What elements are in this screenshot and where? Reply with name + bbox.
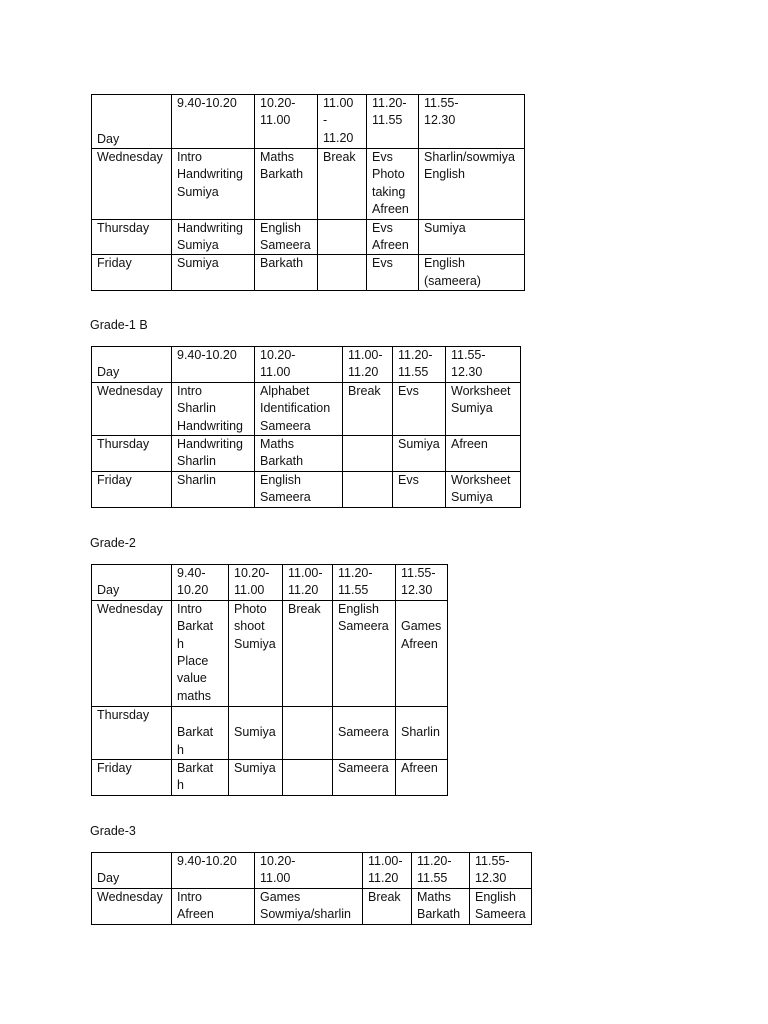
table-cell: Break	[318, 149, 367, 220]
table-row	[92, 888, 532, 924]
timetable-grade-3	[91, 852, 532, 925]
header-cell: 10.20- 11.00	[255, 853, 363, 889]
header-cell: 10.20- 11.00	[255, 95, 318, 149]
table-cell: English Sameera	[333, 600, 396, 706]
header-cell: 11.55- 12.30	[396, 565, 448, 601]
table-cell: Intro Afreen	[172, 888, 255, 924]
header-cell: 11.20- 11.55	[412, 853, 470, 889]
table-cell: Thursday	[92, 706, 172, 759]
table-row	[92, 255, 525, 291]
header-cell: 10.20- 11.00	[255, 347, 343, 383]
table-row	[92, 149, 525, 220]
table-cell	[283, 706, 333, 759]
timetable-1	[91, 94, 525, 291]
table-cell: Wednesday	[92, 382, 172, 435]
header-cell: 11.55- 12.30	[446, 347, 521, 383]
table-cell	[318, 255, 367, 291]
table-row	[92, 219, 525, 255]
header-cell: 9.40-10.20	[172, 853, 255, 889]
table-row	[92, 760, 448, 796]
section-title-grade-1b: Grade-1 B	[90, 318, 148, 332]
header-cell: 9.40- 10.20	[172, 565, 229, 601]
table-cell: Maths Barkath	[412, 888, 470, 924]
table-cell: Games Sowmiya/sharlin	[255, 888, 363, 924]
table-cell: Friday	[92, 471, 172, 507]
table-cell: Evs	[367, 255, 419, 291]
table-cell: Sumiya	[419, 219, 525, 255]
table-cell: Evs Afreen	[367, 219, 419, 255]
table-cell: Thursday	[92, 436, 172, 472]
table-cell: Sumiya	[172, 255, 255, 291]
header-cell: 11.20- 11.55	[367, 95, 419, 149]
section-title-grade-2: Grade-2	[90, 536, 136, 550]
header-cell: Day	[92, 347, 172, 383]
header-cell: 10.20- 11.00	[229, 565, 283, 601]
table-cell	[318, 219, 367, 255]
table-cell: Barkath	[255, 255, 318, 291]
table-cell: Handwriting Sumiya	[172, 219, 255, 255]
table-cell: Sharlin	[396, 706, 448, 759]
table-cell: Break	[283, 600, 333, 706]
timetable-grade-2	[91, 564, 448, 796]
table-cell: Afreen	[396, 760, 448, 796]
table-cell: Afreen	[446, 436, 521, 472]
table-cell: Maths Barkath	[255, 436, 343, 472]
table-cell: Break	[363, 888, 412, 924]
header-cell: Day	[92, 95, 172, 149]
table-cell: English Sameera	[255, 471, 343, 507]
table-cell: Handwriting Sharlin	[172, 436, 255, 472]
table-header-row	[92, 565, 448, 601]
table-cell	[283, 760, 333, 796]
table-cell: Worksheet Sumiya	[446, 382, 521, 435]
section-title-grade-3: Grade-3	[90, 824, 136, 838]
table-header-row	[92, 95, 525, 149]
table-cell: Photo shoot Sumiya	[229, 600, 283, 706]
table-cell: Alphabet Identification Sameera	[255, 382, 343, 435]
table-cell: Games Afreen	[396, 600, 448, 706]
table-cell: Worksheet Sumiya	[446, 471, 521, 507]
table-cell: English Sameera	[470, 888, 532, 924]
table-cell: Sameera	[333, 706, 396, 759]
header-cell: 11.20- 11.55	[333, 565, 396, 601]
table-cell: Intro Barkat h Place value maths	[172, 600, 229, 706]
table-cell: Intro Handwriting Sumiya	[172, 149, 255, 220]
table-cell: Wednesday	[92, 600, 172, 706]
table-cell: Evs	[393, 382, 446, 435]
table-cell: Sumiya	[229, 706, 283, 759]
header-cell: 11.00 - 11.20	[318, 95, 367, 149]
table-cell: Sumiya	[229, 760, 283, 796]
table-cell: English Sameera	[255, 219, 318, 255]
table-cell: Evs Photo taking Afreen	[367, 149, 419, 220]
table-cell: Wednesday	[92, 888, 172, 924]
table-row	[92, 600, 448, 706]
header-cell: Day	[92, 565, 172, 601]
table-cell: Sharlin	[172, 471, 255, 507]
table-cell: Maths Barkath	[255, 149, 318, 220]
table-header-row	[92, 347, 521, 383]
table-cell: Thursday	[92, 219, 172, 255]
header-cell: 11.00- 11.20	[343, 347, 393, 383]
table-cell: Wednesday	[92, 149, 172, 220]
header-cell: 9.40-10.20	[172, 95, 255, 149]
header-cell: 11.00- 11.20	[363, 853, 412, 889]
table-row	[92, 382, 521, 435]
table-row	[92, 436, 521, 472]
timetable-grade-1b	[91, 346, 521, 508]
header-cell: Day	[92, 853, 172, 889]
table-cell: Break	[343, 382, 393, 435]
header-cell: 11.20- 11.55	[393, 347, 446, 383]
header-cell: 11.00- 11.20	[283, 565, 333, 601]
table-cell	[343, 436, 393, 472]
table-row	[92, 471, 521, 507]
table-cell: English (sameera)	[419, 255, 525, 291]
table-cell: Friday	[92, 255, 172, 291]
table-cell: Intro Sharlin Handwriting	[172, 382, 255, 435]
table-cell: Barkat h	[172, 706, 229, 759]
table-cell	[343, 471, 393, 507]
table-cell: Friday	[92, 760, 172, 796]
header-cell: 9.40-10.20	[172, 347, 255, 383]
header-cell: 11.55- 12.30	[419, 95, 525, 149]
table-row	[92, 706, 448, 759]
table-cell: Barkat h	[172, 760, 229, 796]
table-cell: Evs	[393, 471, 446, 507]
table-cell: Sumiya	[393, 436, 446, 472]
table-cell: Sameera	[333, 760, 396, 796]
table-header-row	[92, 853, 532, 889]
table-cell: Sharlin/sowmiya English	[419, 149, 525, 220]
header-cell: 11.55- 12.30	[470, 853, 532, 889]
